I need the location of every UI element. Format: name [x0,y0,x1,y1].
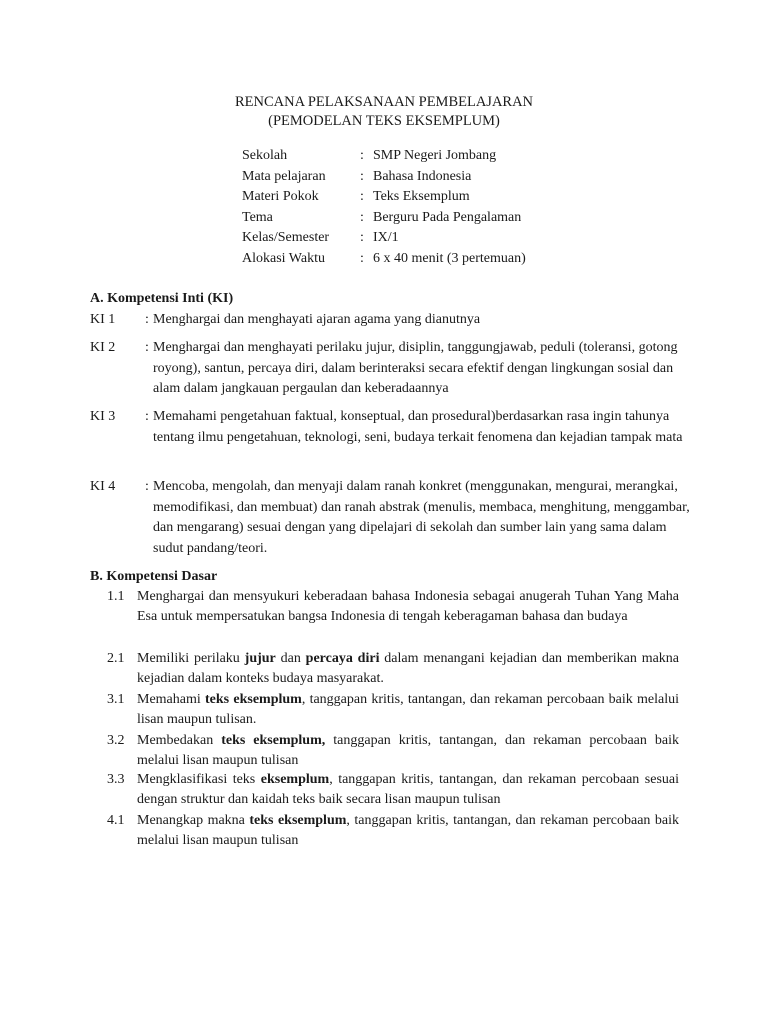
kd-text-part: dalam menangani kejadian dan memberikan makna kejadian dalam konteks budaya masyarakat. [137,651,680,686]
section-a-heading: A. Kompetensi Inti (KI) [90,291,234,306]
info-label: Mata pelajaran [242,168,326,184]
kd-text [137,587,679,627]
info-label: Alokasi Waktu [242,250,325,266]
kd-text-part: , tanggapan kritis, tantangan, dan rekaman percobaan sesuai dengan struktur dan kaidah teks baik secara lisan maupun tulisan [137,772,680,807]
ki-text: Memahami pengetahuan faktual, konseptual, dan prosedural)berdasarkan rasa ingin tahunya tentang ilmu pengetahuan, teknologi, seni, budaya terkait fenomena dan kejadian tampak mata [153,409,683,445]
info-value: Bahasa Indonesia [373,168,472,184]
ki-colon: : [145,409,149,424]
info-row [242,146,526,167]
kd-bold-term: eksemplum [260,772,330,787]
ki-item [90,310,690,331]
ki-colon: : [145,340,149,355]
section-b-heading: B. Kompetensi Dasar [90,569,218,584]
info-value: Teks Eksemplum [373,189,470,205]
ki-item [90,338,690,400]
info-row [242,167,526,188]
kd-text [137,811,679,851]
kd-number: 3.1 [107,692,125,707]
kd-bold-term: teks eksemplum, [221,733,326,748]
info-separator: : [360,250,364,266]
info-separator: : [360,168,364,184]
info-separator: : [360,148,364,163]
kd-bold-term: percaya diri [305,651,380,666]
ki-text: Menghargai dan menghayati ajaran agama yang dianutnya [153,312,481,327]
kd-number: 3.2 [107,733,125,748]
kd-text-part: Menghargai dan mensyukuri keberadaan bahasa Indonesia sebagai anugerah Tuhan Yang Maha Esa untuk mempersatukan bangsa Indonesia di tengah keberagaman bahasa dan budaya [137,589,679,624]
info-value: Berguru Pada Pengalaman [373,209,522,225]
info-row [242,208,526,229]
info-value: 6 x 40 menit (3 pertemuan) [373,250,526,266]
ki-item [90,407,690,448]
kd-number: 3.3 [107,772,125,787]
kd-text [137,770,679,810]
kd-text-part: , tanggapan kritis, tantangan, dan rekaman percobaan baik melalui lisan maupun tulisan. [137,692,680,727]
kd-text-part: Memahami [137,692,206,707]
info-label: Tema [242,209,273,225]
ki-text: Mencoba, mengolah, dan menyaji dalam ranah konkret (menggunakan, mengurai, merangkai, memodifikasi, dan membuat) dan ranah abstrak (menulis, membaca, menghitung, menggambar, dan mengarang) sesuai dengan yang dipelajari di sekolah dan sumber lain yang sama dalam sudut pandang/teori. [153,479,690,556]
info-separator: : [360,230,364,246]
info-value: SMP Negeri Jombang [373,148,497,163]
kd-number: 1.1 [107,589,125,604]
info-row [242,228,526,249]
info-row [242,187,526,208]
identity-table [242,146,526,270]
info-label: Materi Pokok [242,189,319,205]
kd-bold-term: teks eksemplum [205,692,302,707]
kd-text-part: Membedakan [137,733,222,748]
ki-code: KI 3 [90,409,116,424]
info-label: Sekolah [242,148,288,163]
ki-colon: : [145,479,149,494]
info-separator: : [360,209,364,225]
ki-colon: : [145,312,149,327]
kd-bold-term: teks eksemplum [249,813,347,828]
kd-text-part: Menangkap makna [137,813,250,828]
kd-item [107,587,679,627]
kd-number: 2.1 [107,651,125,666]
kd-item [107,731,679,771]
kd-text-part: Mengklasifikasi teks [137,772,261,787]
info-value: IX/1 [373,230,399,246]
info-separator: : [360,189,364,205]
kd-text [137,690,679,730]
title-line-2: (PEMODELAN TEKS EKSEMPLUM) [268,113,500,129]
ki-item [90,477,690,559]
title-line-1: RENCANA PELAKSANAAN PEMBELAJARAN [234,94,534,110]
kd-text-part: dan [275,651,306,666]
kd-text [137,649,679,689]
info-label: Kelas/Semester [242,230,330,246]
kd-item [107,690,679,730]
kd-bold-term: jujur [244,651,276,666]
kd-text-part: , tanggapan kritis, tantangan, dan rekaman percobaan baik melalui lisan maupun tulisan [137,813,679,848]
kd-item [107,770,679,810]
ki-code: KI 2 [90,340,116,355]
ki-text: Menghargai dan menghayati perilaku jujur, disiplin, tanggungjawab, peduli (toleransi, gotong royong), santun, percaya diri, dalam berinteraksi secara efektif dengan lingkungan sosial dan alam dalam jangkauan pergaulan dan keberadaannya [153,340,678,396]
ki-code: KI 4 [90,479,116,494]
ki-code: KI 1 [90,312,116,327]
kd-text-part: tanggapan kritis, tantangan, dan rekaman percobaan baik melalui lisan maupun tulisan [137,733,680,768]
document-title [0,93,768,131]
kd-item [107,811,679,851]
kd-item [107,649,679,689]
kd-text-part: Memiliki perilaku [137,651,245,666]
kd-number: 4.1 [107,813,125,828]
kd-text [137,731,679,771]
info-row [242,249,526,270]
